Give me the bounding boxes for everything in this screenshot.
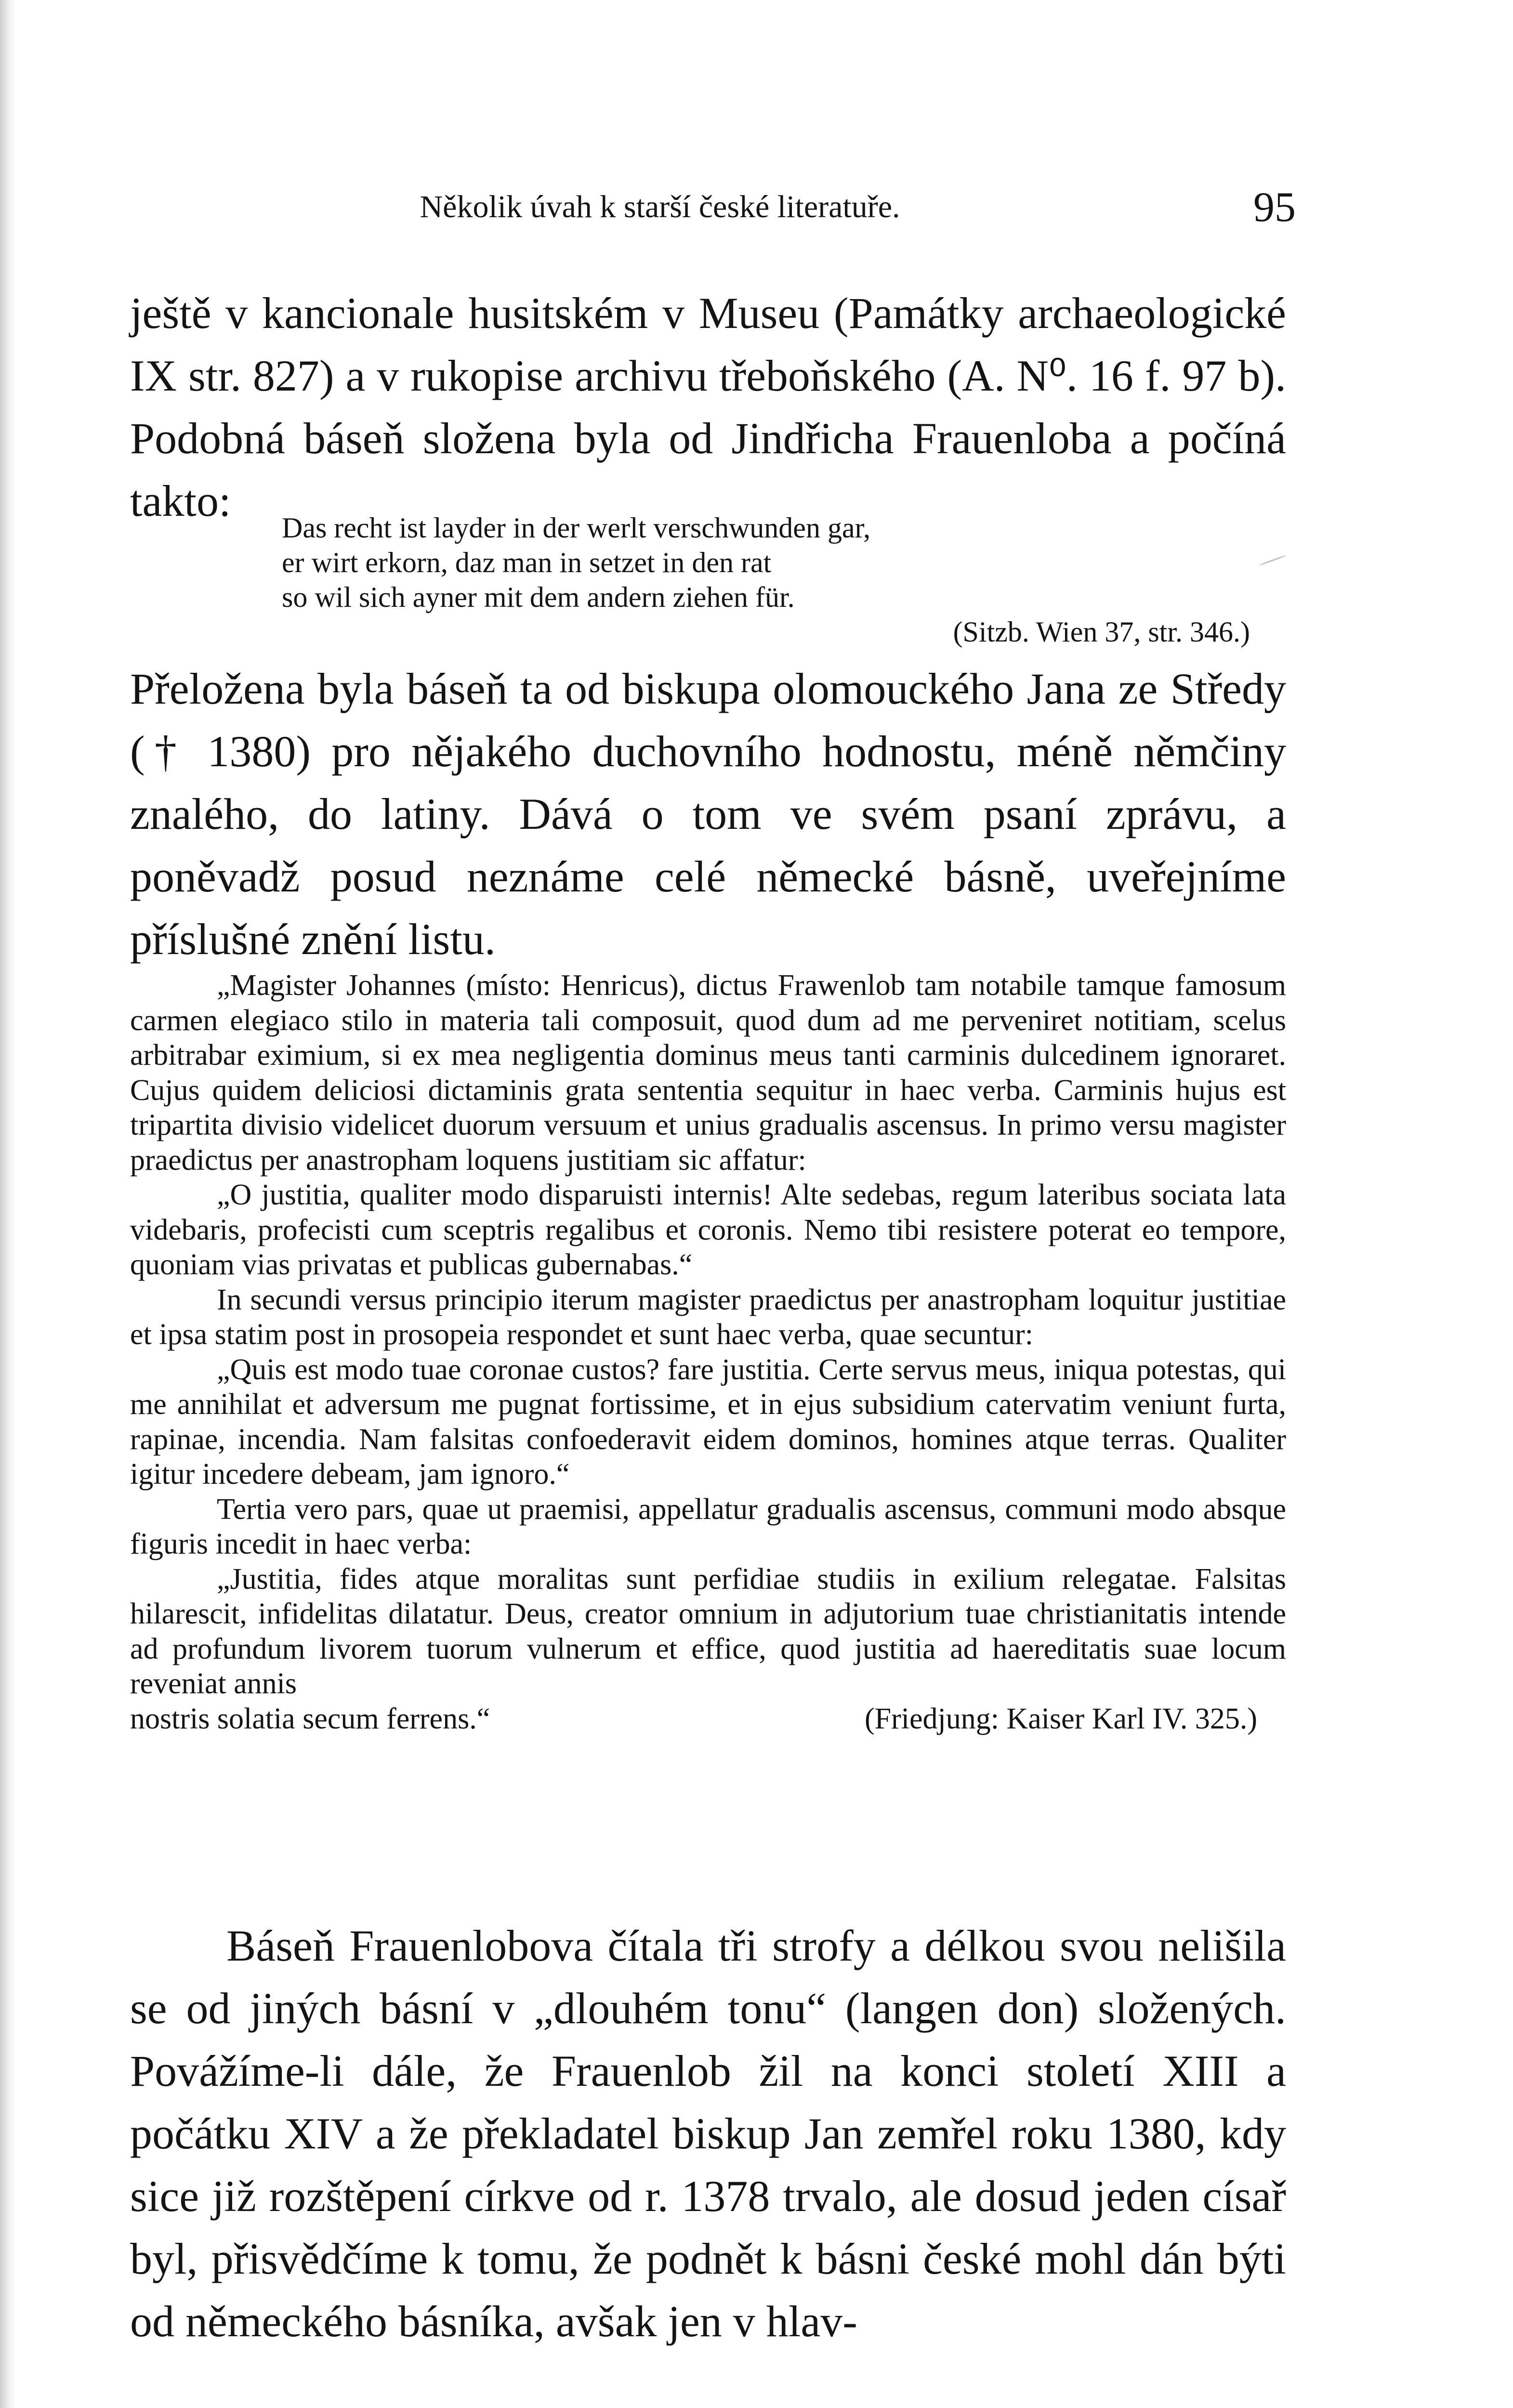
latin-letter-paragraph: Tertia vero pars, quae ut praemisi, appellatur gradualis ascensus, communi modo absque figuris incedit in haec verba:	[130, 1492, 1286, 1560]
latin-letter-paragraph: „Quis est modo tuae coronae custos? fare justitia. Certe servus meus, iniqua potestas, qui me annihilat et adversum me pugnat fortissime, et in ejus subsidium catervatim veniunt furta, rapinae, incendia. Nam falsitas confoederavit eidem dominos, homines atque terras. Qualiter igitur incedere debeam, jam ignoro.“	[130, 1353, 1286, 1491]
paper-speck	[1259, 555, 1286, 566]
latin-letter	[130, 968, 1286, 1736]
closing-paragraph-block	[130, 1914, 1286, 2353]
german-verse-quote	[282, 510, 1250, 649]
latin-letter-last-line	[130, 1701, 1286, 1737]
quote-source: (Sitzb. Wien 37, str. 346.)	[953, 616, 1250, 648]
intro-paragraph-block	[130, 282, 1286, 532]
page-edge-shadow	[0, 0, 16, 2408]
running-title: Několik úvah k starší české literatuře.	[420, 189, 900, 224]
latin-letter-paragraph: „Justitia, fides atque moralitas sunt perfidiae studiis in exilium relegatae. Falsitas hilarescit, infidelitas dilatatur. Deus, creator omnium in adjutorium tuae christianitatis intende ad profundum livorem tuorum vulnerum et effice, quod justitia ad haereditatis suae locum reveniat annis	[130, 1562, 1286, 1700]
closing-paragraph: Báseň Frauenlobova čítala tři strofy a délkou svou nelišila se od jiných básní v „dlouhém tonu“ (langen don) složených. Povážíme-li dále, že Frauenlob žil na konci století XIII a počátku XIV a že překladatel biskup Jan zemřel roku 1380, kdy sice již rozštěpení církve od r. 1378 trvalo, ale dosud jeden císař byl, přisvědčíme k tomu, že podnět k básni české mohl dán býti od německého básníka, avšak jen v hlav-	[130, 1921, 1286, 2346]
intro-paragraph: ještě v kancionale husitském v Museu (Památky archaeologické IX str. 827) a v rukopise archivu třeboňského (A. N⁰. 16 f. 97 b). Podobná báseň složena byla od Jindřicha Frauenloba a počíná takto:	[130, 288, 1286, 525]
latin-letter-paragraph: „Magister Johannes (místo: Henricus), dictus Frawenlob tam notabile tamque famosum carmen elegiaco stilo in materia tali composuit, quod dum ad me perveniret notitiam, scelus arbitrabar eximium, si ex mea negligentia dominus meus tanti carminis dulcedinem ignoraret. Cujus quidem deliciosi dictaminis grata sententia sequitur in haec verba. Carminis hujus est tripartita divisio videlicet duorum versuum et unius gradualis ascensus. In primo versu magister praedictus per anastropham loquens justitiam sic affatur:	[130, 969, 1286, 1177]
latin-letter-paragraph: „O justitia, qualiter modo disparuisti internis! Alte sedebas, regum lateribus sociata lata videbaris, profecisti cum sceptris regalibus et coronis. Nemo tibi resistere poterat eo tempore, quoniam vias privatas et publicas gubernabas.“	[130, 1178, 1286, 1281]
latin-letter-source: (Friedjung: Kaiser Karl IV. 325.)	[864, 1702, 1257, 1735]
page-number: 95	[1253, 184, 1296, 231]
verse-line: so wil sich ayner mit dem andern ziehen für.	[282, 581, 795, 613]
verse-line: Das recht ist layder in der werlt verschwunden gar,	[282, 512, 871, 544]
verse-line: er wirt erkorn, daz man in setzet in den rat	[282, 547, 772, 578]
latin-letter-paragraph: In secundi versus principio iterum magister praedictus per anastropham loquitur justitiae et ipsa statim post in prosopeia respondet et sunt haec verba, quae secuntur:	[130, 1283, 1286, 1351]
translation-paragraph-block	[130, 657, 1286, 970]
latin-letter-closing: nostris solatia secum ferrens.“	[130, 1702, 490, 1735]
translation-paragraph: Přeložena byla báseň ta od biskupa olomouckého Jana ze Středy († 1380) pro nějakého duchovního hodnostu, méně němčiny znalého, do latiny. Dává o tom ve svém psaní zprávu, a poněvadž posud neznáme celé německé básně, uveřejníme příslušné znění listu.	[130, 664, 1286, 964]
